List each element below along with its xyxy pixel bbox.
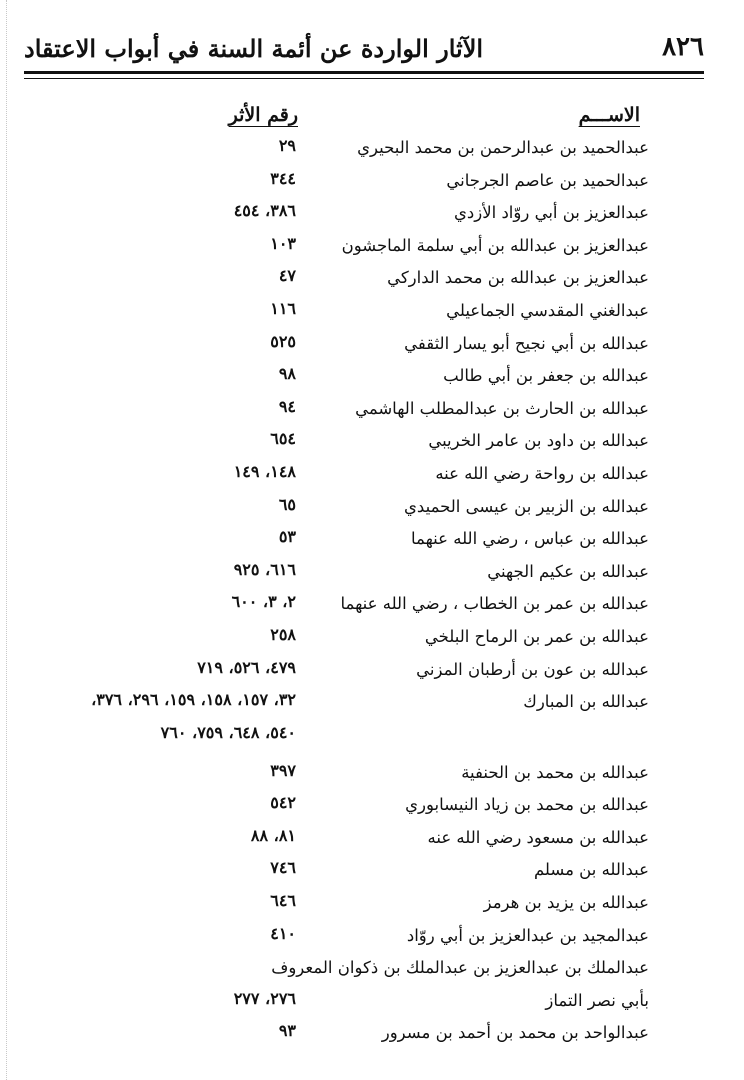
page-header bbox=[24, 28, 704, 74]
entry-number: ٦٥٤ bbox=[270, 429, 296, 449]
entry-name: عبدالله بن جعفر بن أبي طالب bbox=[443, 366, 649, 386]
column-header-number: رقم الأثر bbox=[228, 104, 298, 126]
entry-number: ٦٤٦ bbox=[270, 891, 296, 911]
entry-number: ٧٤٦ bbox=[270, 858, 296, 878]
list-item bbox=[0, 759, 744, 792]
list-item bbox=[0, 264, 744, 297]
entry-name: عبدالحميد بن عاصم الجرجاني bbox=[446, 170, 649, 190]
list-item bbox=[0, 427, 744, 460]
list-item bbox=[0, 297, 744, 330]
list-item bbox=[0, 232, 744, 265]
list-item bbox=[0, 1019, 744, 1052]
entry-name: عبدالله بن محمد بن الحنفية bbox=[461, 762, 649, 782]
running-title: الآثار الواردة عن أئمة السنة في أبواب الاعتقاد bbox=[24, 34, 484, 63]
entry-name: عبدالله بن الزبير بن عيسى الحميدي bbox=[404, 496, 649, 516]
list-item bbox=[0, 721, 744, 749]
list-item bbox=[0, 362, 744, 395]
list-item bbox=[0, 623, 744, 656]
entry-number: ١١٦ bbox=[270, 298, 296, 318]
entry-number: ٢٥٨ bbox=[270, 624, 296, 644]
header-rule-thin bbox=[24, 78, 704, 79]
entry-name: عبدالله بن مسعود رضي الله عنه bbox=[427, 827, 649, 847]
list-item bbox=[0, 460, 744, 493]
entry-name: عبدالله بن الحارث بن عبدالمطلب الهاشمي bbox=[355, 398, 649, 418]
page-number: ٨٢٦ bbox=[662, 32, 704, 62]
list-item bbox=[0, 889, 744, 922]
entry-name: عبدالحميد بن عبدالرحمن بن محمد البحيري bbox=[357, 138, 649, 157]
list-item bbox=[0, 395, 744, 428]
entry-number: ٥٤٢ bbox=[270, 793, 296, 813]
entry-number: ٢٩ bbox=[278, 136, 296, 155]
entry-number: ٥٢٥ bbox=[270, 331, 296, 351]
entry-number: ٤٧٩، ٥٢٦، ٧١٩ bbox=[197, 657, 296, 677]
list-item bbox=[0, 688, 744, 721]
list-item bbox=[0, 134, 744, 167]
entry-number: ٤١٠ bbox=[270, 923, 296, 943]
list-item bbox=[0, 590, 744, 623]
entry-name: عبدالله بن عمر بن الخطاب ، رضي الله عنهما bbox=[340, 594, 649, 614]
list-item bbox=[0, 656, 744, 689]
entry-number: ٦٥ bbox=[278, 494, 296, 514]
entry-number: ٣٤٤ bbox=[270, 168, 296, 188]
entry-name: عبدالله بن المبارك bbox=[523, 692, 649, 712]
list-item bbox=[0, 987, 744, 1020]
header-rule bbox=[24, 71, 704, 74]
entry-number: ٨١، ٨٨ bbox=[250, 825, 296, 845]
entry-name: عبدالله بن أبي نجيح أبو يسار الثقفي bbox=[404, 333, 649, 353]
list-item bbox=[0, 791, 744, 824]
list-item bbox=[0, 856, 744, 889]
entry-number: ٤٧ bbox=[278, 266, 296, 286]
entry-number: ٥٤٠، ٦٤٨، ٧٥٩، ٧٦٠ bbox=[160, 722, 296, 742]
entry-name: بأبي نصر التماز bbox=[545, 990, 649, 1010]
entry-number: ٩٤ bbox=[278, 396, 296, 416]
index-list bbox=[0, 134, 744, 1052]
entry-number: ٣٨٦، ٤٥٤ bbox=[233, 201, 296, 221]
entry-name: عبدالغني المقدسي الجماعيلي bbox=[446, 300, 649, 320]
entry-number: ٣٢، ١٥٧، ١٥٨، ١٥٩، ٢٩٦، ٣٧٦، bbox=[91, 690, 296, 710]
entry-number: ٥٣ bbox=[278, 527, 296, 547]
entry-name: عبدالله بن عمر بن الرماح البلخي bbox=[424, 626, 649, 646]
list-item bbox=[0, 330, 744, 363]
entry-name: عبدالله بن داود بن عامر الخريبي bbox=[428, 431, 649, 451]
entry-name: عبدالعزيز بن أبي روّاد الأزدي bbox=[453, 203, 649, 223]
entry-number: ١٠٣ bbox=[270, 233, 296, 253]
entry-number: ١٤٨، ١٤٩ bbox=[233, 461, 296, 481]
entry-name: عبدالله بن محمد بن زياد النيسابوري bbox=[405, 795, 649, 815]
entry-name: عبدالله بن عكيم الجهني bbox=[487, 561, 649, 581]
entry-name: عبدالمجيد بن عبدالعزيز بن أبي روّاد bbox=[406, 925, 649, 945]
entry-name: عبدالواحد بن محمد بن أحمد بن مسرور bbox=[381, 1023, 649, 1043]
entry-number: ٩٨ bbox=[278, 364, 296, 384]
entry-number: ٢، ٣، ٦٠٠ bbox=[231, 592, 296, 612]
entry-name: عبدالله بن عون بن أرطبان المزني bbox=[416, 659, 649, 679]
entry-number: ٢٧٦، ٢٧٧ bbox=[233, 988, 296, 1008]
list-item bbox=[0, 525, 744, 558]
entry-name: عبدالعزيز بن عبدالله بن أبي سلمة الماجشون bbox=[341, 235, 649, 255]
entry-number: ٩٣ bbox=[278, 1021, 296, 1041]
list-item bbox=[0, 167, 744, 200]
list-item bbox=[0, 922, 744, 955]
entry-name: عبدالملك بن عبدالعزيز بن عبدالملك بن ذكوان المعروف bbox=[271, 958, 649, 978]
entry-number: ٣٩٧ bbox=[270, 760, 296, 780]
entry-number: ٦١٦، ٩٢٥ bbox=[233, 559, 296, 579]
list-item bbox=[0, 954, 744, 987]
list-item bbox=[0, 493, 744, 526]
entry-name: عبدالله بن يزيد بن هرمز bbox=[483, 893, 649, 913]
list-item bbox=[0, 199, 744, 232]
list-item bbox=[0, 824, 744, 857]
entry-name: عبدالعزيز بن عبدالله بن محمد الداركي bbox=[387, 268, 649, 288]
entry-name: عبدالله بن عباس ، رضي الله عنهما bbox=[411, 529, 649, 549]
entry-name: عبدالله بن مسلم bbox=[533, 860, 649, 880]
entry-name: عبدالله بن رواحة رضي الله عنه bbox=[435, 463, 649, 483]
column-header-name: الاســـم bbox=[578, 104, 640, 126]
list-item bbox=[0, 558, 744, 591]
